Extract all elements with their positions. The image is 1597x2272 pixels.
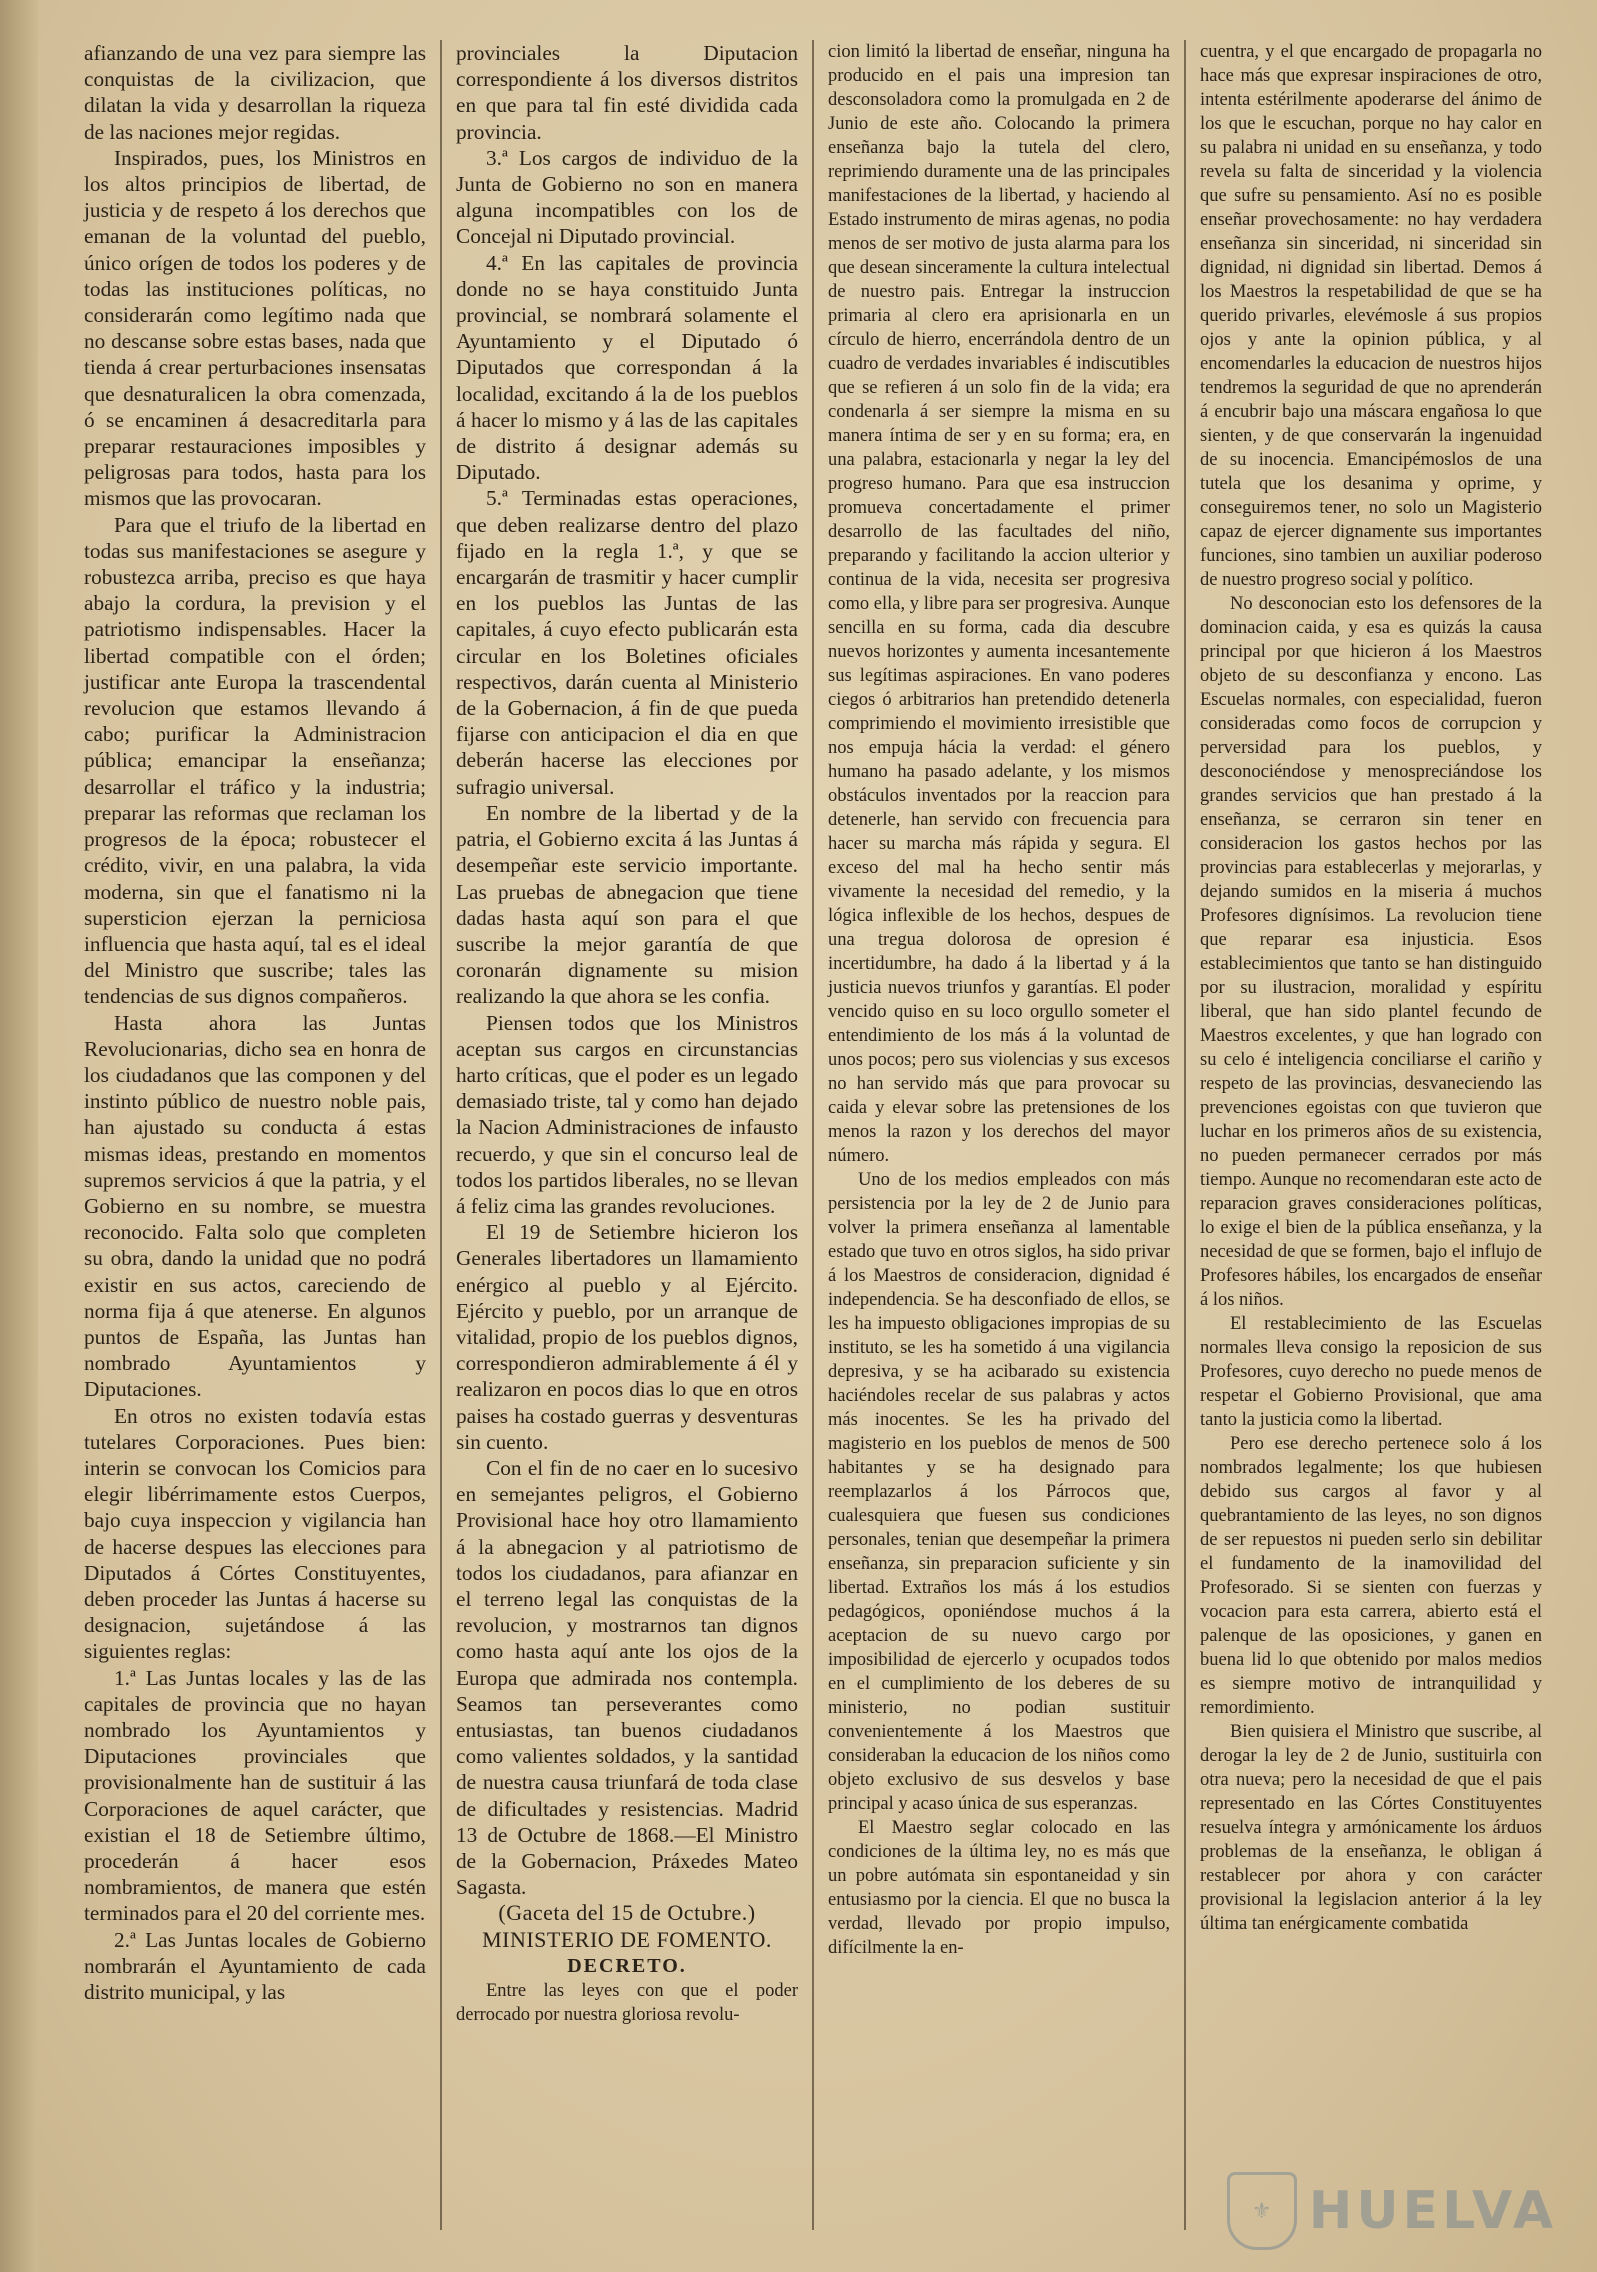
article-paragraph: 5.ª Terminadas estas operaciones, que deben realizarse dentro del plazo fijado en la regla 1.ª, y que se encargarán de trasmitir y hacer cumplir en los pueblos las Juntas de las capitales, á cuyo efecto publicarán esta circular en los Boletines oficiales respectivos, darán cuenta al Ministerio de la Gobernacion, á fin de que pueda fijarse con anticipacion el dia en que deberán hacerse las elecciones por sufragio universal.: [456, 486, 798, 799]
coat-of-arms-icon: ⚜: [1227, 2172, 1297, 2250]
section-heading: MINISTERIO DE FOMENTO.: [482, 1926, 772, 1952]
article-paragraph: Uno de los medios empleados con más persistencia por la ley de 2 de Junio para volver la primera enseñanza al lamentable estado que tuvo en otros siglos, ha sido privar á los Maestros de consideracion, dignidad é independencia. Se ha desconfiado de ellos, se les ha impuesto obligaciones impropias de su instituto, se les ha sometido á una vigilancia depresiva, y se ha acibarado su existencia haciéndoles recelar de sus palabras y actos más inocentes. Se les ha privado del magisterio en los pueblos de menos de 500 habitantes y se ha designado para reemplazarlos á los Párrocos que, cualesquiera que fuesen sus condiciones personales, tenian que desempeñar la primera enseñanza, sin preparacion suficiente y sin libertad. Extraños los más á los estudios pedagógicos, oponiéndose muchos á la aceptacion de su nuevo cargo por imposibilidad de ejercerlo y ocupados todos en el cumplimiento de los deberes de su ministerio, no podian sustituir convenientemente á los Maestros que consideraban la educacion de los niños como objeto exclusivo de sus desvelos y base principal y acaso única de sus esperanzas.: [828, 1170, 1170, 1814]
article-paragraph: Para que el triufo de la libertad en todas sus manifestaciones se asegure y robustezca arriba, preciso es que haya abajo la cordura, la prevision y el patriotismo indispensables. Hacer la libertad compatible con el órden; justificar ante Europa la trascendental revolucion que estamos llevando á cabo; purificar la Administracion pública; emancipar la enseñanza; desarrollar el tráfico y la industria; preparar las reformas que reclaman los progresos de la época; robustecer el crédito, vivir, en una palabra, la vida moderna, sin que el fanatismo ni la supersticion ejerzan la perniciosa influencia que hasta aquí, tal es el ideal del Ministro que suscribe; tales las tendencias de sus dignos compañeros.: [84, 512, 426, 1009]
section-heading: DECRETO.: [567, 1954, 687, 1977]
page-binding-edge: [0, 0, 38, 2272]
article-paragraph: En otros no existen todavía estas tutelares Corporaciones. Pues bien: interin se convocan los Comicios para elegir libérrimamente estos Cuerpos, bajo cuya inspeccion y vigilancia han de hacerse despues las elecciones para Diputados á Córtes Constituyentes, deben proceder las Juntas á hacerse su designacion, sujetándose á las siguientes reglas:: [84, 1403, 426, 1664]
article-paragraph: Inspirados, pues, los Ministros en los altos principios de libertad, de justicia y de respeto á los derechos que emanan de la voluntad del pueblo, único orígen de todos los poderes y de todas las instituciones políticas, no considerarán como legítimo nada que no descanse sobre estas bases, nada que tienda á crear perturbaciones insensatas que desnaturalicen la obra comenzada, ó se encaminen á desacreditarla para preparar restauraciones imposibles y peligrosas para todos, hasta para los mismos que las provocaran.: [84, 145, 426, 511]
section-heading: (Gaceta del 15 de Octubre.): [498, 1900, 756, 1926]
article-paragraph: No desconocian esto los defensores de la dominacion caida, y esa es quizás la causa principal por que hicieron á los Maestros objeto de su desconfianza y encono. Las Escuelas normales, con especialidad, fueron consideradas como focos de corrupcion y perversidad para los pueblos, y desconociéndose y menospreciándose los grandes servicios que han prestado á la enseñanza, se cerraron sin tener en consideracion los gastos hechos por las provincias para establecerlas y mejorarlas, y dejando sumidos en la miseria á muchos Profesores dignísimos. La revolucion tiene que reparar esa injusticia. Esos establecimientos que tanto se han distinguido por su ilustracion, moralidad y espíritu liberal, que han sido plantel fecundo de Maestros excelentes, y que han logrado con su celo é inteligencia conciliarse el cariño y respeto de las provincias, desvaneciendo las prevenciones egoistas con que tuvieron que luchar en los primeros años de su existencia, no pueden permanecer cerrados por más tiempo. Aunque no recomendaran este acto de reparacion graves consideraciones políticas, lo exige el bien de la pública enseñanza, y la necesidad de que se formen, bajo el influjo de Profesores hábiles, los encargados de enseñar á los niños.: [1200, 594, 1542, 1310]
column-1: [70, 40, 440, 2230]
article-paragraph: cion limitó la libertad de enseñar, ninguna ha producido en el pais una impresion tan desconsoladora como la promulgada en 2 de Junio de este año. Colocando la primera enseñanza bajo la tutela del clero, reprimiendo duramente una de las principales manifestaciones de la libertad, y haciendo al Estado instrumento de miras agenas, no podia menos de ser motivo de justa alarma para los que desean sinceramente la cultura intelectual de nuestro pais. Entregar la instruccion primaria al clero era aprisionarla en un círculo de hierro, encerrándola dentro de un cuadro de verdades invariables é indiscutibles que se refieren á un solo fin de la vida; era condenarla á ser siempre la misma en su manera íntima de ser y en su forma; era, en una palabra, estacionarla y negar la ley del progreso humano. Para que esa instruccion promueva concertadamente el primer desarrollo de las facultades del niño, preparando y facilitando la accion ulterior y continua de la vida, necesita ser progresiva como ella, y libre para ser progresiva. Aunque sencilla en su forma, cada dia descubre nuevos horizontes y aumenta incesantemente sus legítimas aspiraciones. En vano poderes ciegos ó arbitrarios han pretendido detenerla comprimiendo el movimiento irresistible que nos empuja hácia la verdad: el género humano ha pasado adelante, y los mismos obstáculos inventados por la reaccion para detenerle, han servido con frecuencia para hacer su marcha más rápida y segura. El exceso del mal ha hecho sentir más vivamente la necesidad del remedio, y la lógica inflexible de los hechos, despues de una tregua dolorosa de opresion é incertidumbre, ha dado á la libertad y á la justicia nuevos triunfos y garantías. El poder vencido quiso en su loco orgullo someter el entendimiento de los más á la voluntad de unos pocos; pero sus violencias y sus excesos no han servido más que para provocar su caida y elevar sobre las pretensiones de los menos la razon y los derechos del mayor número.: [828, 42, 1170, 1166]
article-paragraph: El 19 de Setiembre hicieron los Generales libertadores un llamamiento enérgico al pueblo y al Ejército. Ejército y pueblo, por un arranque de vitalidad, propio de los pueblos dignos, correspondieron admirablemente á él y realizaron en pocos dias lo que en otros paises ha costado guerras y desventuras sin cuento.: [456, 1220, 798, 1454]
article-paragraph: 4.ª En las capitales de provincia donde no se haya constituido Junta provincial, se nombrará solamente el Ayuntamiento y el Diputado ó Diputados que correspondan á la localidad, excitando á la de los pueblos á hacer lo mismo y á las de las capitales de distrito á designar además su Diputado.: [456, 250, 798, 485]
text-columns: [70, 40, 1557, 2212]
article-paragraph: Bien quisiera el Ministro que suscribe, al derogar la ley de 2 de Junio, sustituirla con otra nueva; pero la necesidad de que el pais representado en las Córtes Constituyentes resuelva íntegra y armónicamente los árduos problemas de la enseñanza, le obligan á restablecer por ahora y con carácter provisional la legislacion anterior á la ley última tan enérgicamente combatida: [1200, 1722, 1542, 1934]
column-divider: [1184, 40, 1186, 2230]
article-paragraph: afianzando de una vez para siempre las conquistas de la civilizacion, que dilatan la vida y desarrollan la riqueza de las naciones mejor regidas.: [84, 41, 426, 144]
article-paragraph: provinciales la Diputacion correspondiente á los diversos distritos en que para tal fin esté dividida cada provincia.: [456, 41, 798, 144]
column-2: [442, 40, 812, 2230]
article-paragraph: Piensen todos que los Ministros aceptan sus cargos en circunstancias harto críticas, que el poder es un legado demasiado triste, tal y como han dejado la Nacion Administraciones de infausto recuerdo, y que sin el concurso leal de todos los partidos liberales, no se llevan á feliz cima las grandes revoluciones.: [456, 1010, 798, 1218]
article-paragraph: cuentra, y el que encargado de propagarla no hace más que expresar inspiraciones de otro, intenta estérilmente apoderarse del ánimo de los que le escuchan, porque no hay calor en su palabra ni unidad en su enseñanza, y todo revela su falta de sinceridad y la violencia que sufre su pensamiento. Así no es posible enseñar provechosamente: no hay verdadera enseñanza sin sinceridad, ni sinceridad sin dignidad, ni dignidad sin libertad. Demos á los Maestros la respetabilidad de que se ha querido privarles, elevémosle á sus propios ojos y ante la opinion pública, y al encomendarles la educacion de nuestros hijos tendremos la seguridad de que no aprenderán á encubrir bajo una máscara engañosa lo que sienten, y de que conservarán la ingenuidad de su inocencia. Emancipémoslos de una tutela que los desanima y oprime, y conseguiremos tener, no solo un Magisterio capaz de ejercer dignamente sus importantes funciones, sino tambien un auxiliar poderoso de nuestro progreso social y político.: [1200, 42, 1542, 590]
column-divider: [440, 40, 442, 2230]
article-paragraph: Entre las leyes con que el poder derrocado por nuestra gloriosa revolu-: [456, 1981, 798, 2026]
archive-watermark: [1227, 2172, 1557, 2250]
column-3: [814, 40, 1184, 2230]
article-paragraph: El restablecimiento de las Escuelas normales lleva consigo la reposicion de sus Profesores, cuyo derecho no puede menos de respetar el Gobierno Provisional, que ama tanto la justicia como la libertad.: [1200, 1314, 1542, 1430]
article-paragraph: Pero ese derecho pertenece solo á los nombrados legalmente; los que hubiesen debido sus cargos al favor y al quebrantamiento de las leyes, no son dignos de ser repuestos ni pueden serlo sin debilitar el fundamento de la inamovilidad del Profesorado. Si se sienten con fuerzas y vocacion para esta carrera, abierto está el palenque de las oposiciones, y ganen en buena lid lo que obtenido por malos medios es siempre motivo de intranquilidad y remordimiento.: [1200, 1434, 1542, 1718]
article-paragraph: En nombre de la libertad y de la patria, el Gobierno excita á las Juntas á desempeñar este servicio importante. Las pruebas de abnegacion que tiene dadas hasta aquí son para el que suscribe la mejor garantía de que coronarán dignamente su mision realizando la que ahora se les confia.: [456, 800, 798, 1009]
article-paragraph: Con el fin de no caer en lo sucesivo en semejantes peligros, el Gobierno Provisional hace hoy otro llamamiento á la abnegacion y al patriotismo de todos los ciudadanos, para afianzar en el terreno legal las conquistas de la revolucion, y mostrarnos tan dignos como hasta aquí ante los ojos de la Europa que admirada nos contempla. Seamos tan perseverantes como entusiastas, tan buenos ciudadanos como valientes soldados, y la santidad de nuestra causa triunfará de toda clase de dificultades y resistencias. Madrid 13 de Octubre de 1868.—El Ministro de la Gobernacion, Práxedes Mateo Sagasta.: [456, 1455, 798, 1900]
article-paragraph: El Maestro seglar colocado en las condiciones de la última ley, no es más que un pobre autómata sin espontaneidad y sin entusiasmo por la ciencia. El que no busca la verdad, llevado por propio impulso, difícilmente la en-: [828, 1818, 1170, 1958]
column-divider: [812, 40, 814, 2230]
watermark-text: HUELVA: [1308, 2181, 1557, 2241]
article-paragraph: 3.ª Los cargos de individuo de la Junta de Gobierno no son en manera alguna incompatibles con los de Concejal ni Diputado provincial.: [456, 145, 798, 249]
article-paragraph: 1.ª Las Juntas locales y las de las capitales de provincia que no hayan nombrado los Ayuntamientos y Diputaciones provinciales que provisionalmente han de sustituir á las Corporaciones de aquel carácter, que existian el 18 de Setiembre último, procederán á hacer esos nombramientos, de manera que estén terminados para el 20 del corriente mes.: [84, 1665, 426, 1926]
article-paragraph: Hasta ahora las Juntas Revolucionarias, dicho sea en honra de los ciudadanos que las componen y del instinto público de nuestro noble pais, han ajustado su conducta á estas mismas ideas, prestando en momentos supremos servicios á que la patria, y el Gobierno en su nombre, se muestra reconocido. Falta solo que completen su obra, dando la unidad que no podrá existir en sus actos, careciendo de norma fija á que atenerse. En algunos puntos de España, las Juntas han nombrado Ayuntamientos y Diputaciones.: [84, 1010, 426, 1402]
column-4: [1186, 40, 1556, 2230]
article-paragraph: 2.ª Las Juntas locales de Gobierno nombrarán el Ayuntamiento de cada distrito municipal, y las: [84, 1927, 426, 2005]
